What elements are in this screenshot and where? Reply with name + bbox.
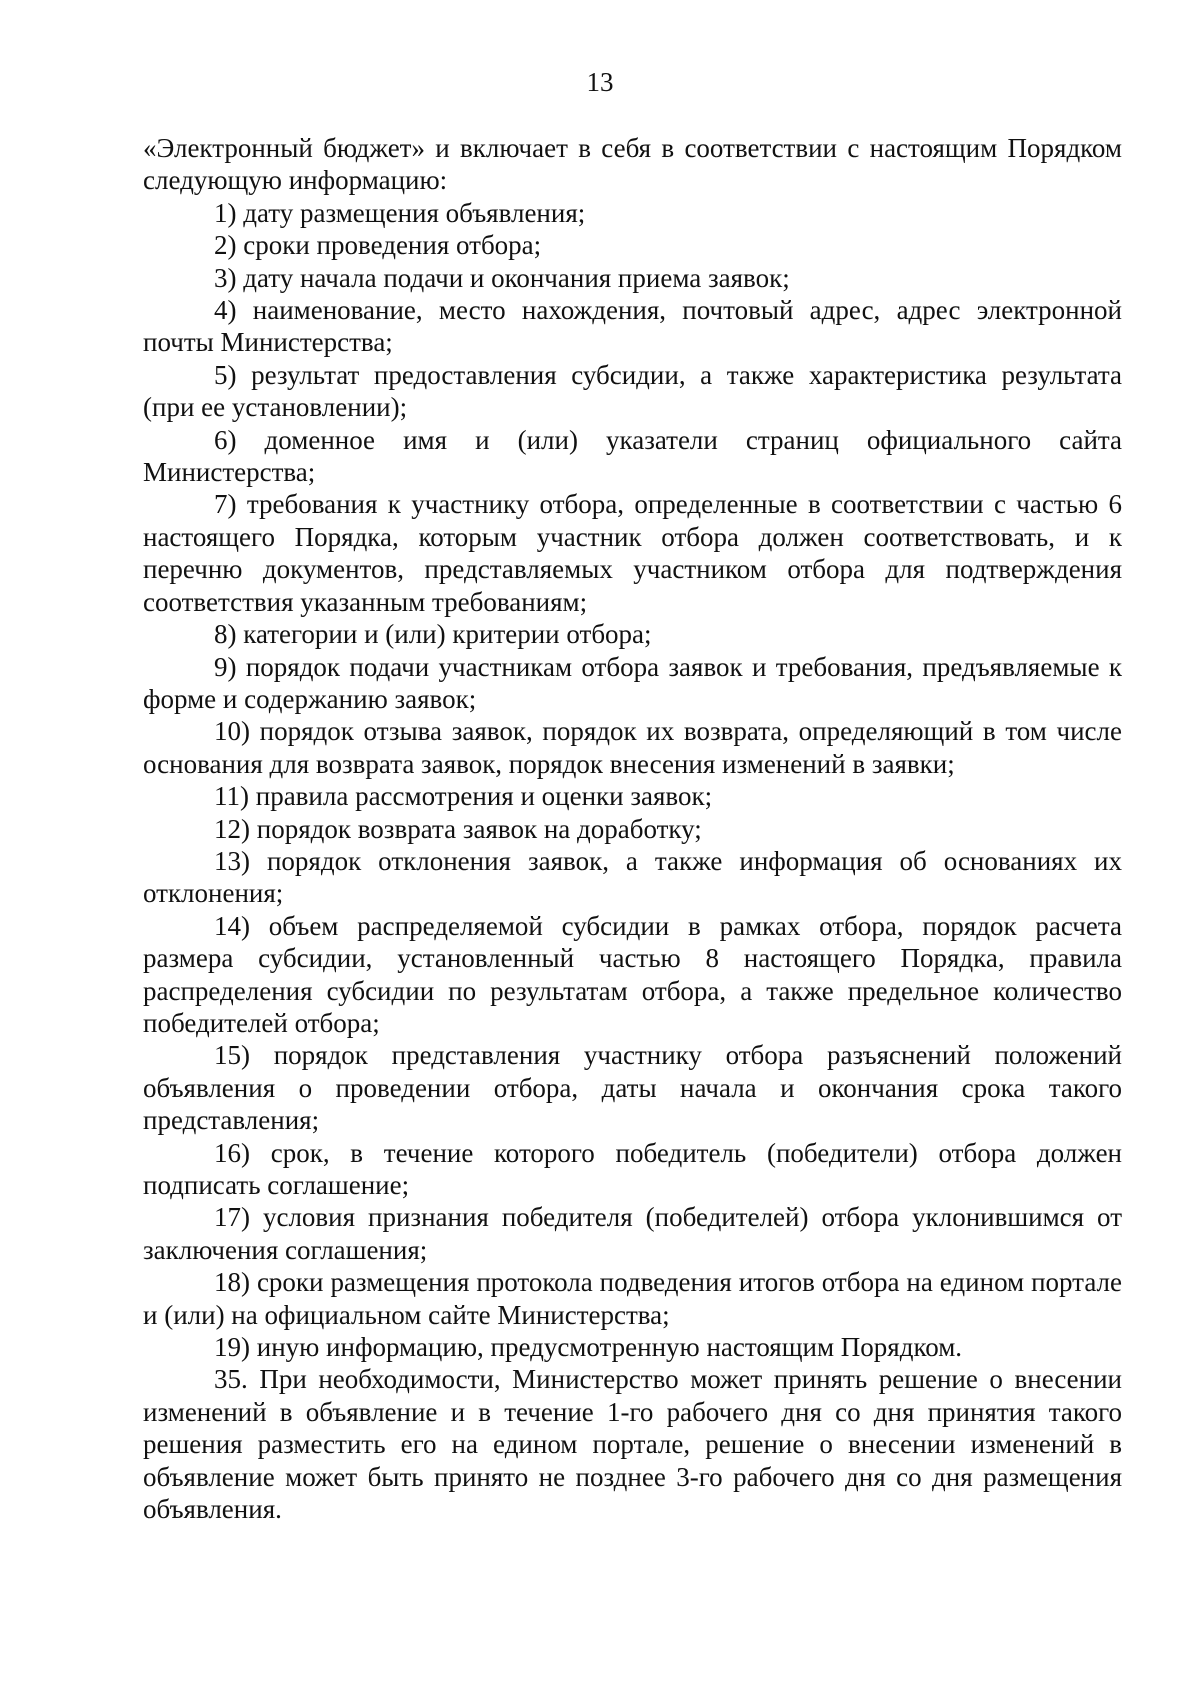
list-item-7: 7) требования к участнику отбора, определенные в соответствии с частью 6 настоящего Порядка, которым участник отбора должен соответствовать, и к перечню документов, представляемых участником отбора для подтверждения соответствия указанным требованиям; (143, 489, 1122, 617)
list-item-3: 3) дату начала подачи и окончания приема заявок; (214, 262, 790, 293)
list-item-17: 17) условия признания победителя (победителей) отбора уклонившимся от заключения соглашения; (143, 1202, 1122, 1265)
list-item-18: 18) сроки размещения протокола подведения итогов отбора на едином портале и (или) на официальном сайте Министерства; (143, 1267, 1122, 1330)
list-item-16: 16) срок, в течение которого победитель (победители) отбора должен подписать соглашение; (143, 1137, 1122, 1200)
paragraph-intro: «Электронный бюджет» и включает в себя в соответствии с настоящим Порядком следующую информацию: (143, 133, 1122, 196)
list-item-1: 1) дату размещения объявления; (214, 197, 586, 228)
list-item-4: 4) наименование, место нахождения, почтовый адрес, адрес электронной почты Министерства; (143, 295, 1122, 358)
list-item-12: 12) порядок возврата заявок на доработку; (214, 813, 702, 844)
page-number: 13 (586, 67, 614, 97)
list-item-13: 13) порядок отклонения заявок, а также информация об основаниях их отклонения; (143, 845, 1122, 909)
list-item-15: 15) порядок представления участнику отбора разъяснений положений объявления о проведении отбора, даты начала и окончания срока такого представления; (143, 1040, 1122, 1136)
list-item-8: 8) категории и (или) критерии отбора; (214, 619, 652, 650)
paragraph-35: 35. При необходимости, Министерство может принять решение о внесении изменений в объявление и в течение 1-го рабочего дня со дня принятия такого решения разместить его на едином портале, решение о внесении изменений в объявление может быть принято не позднее 3-го рабочего дня со дня размещения объявления. (143, 1364, 1122, 1525)
list-item-19: 19) иную информацию, предусмотренную настоящим Порядком. (214, 1332, 963, 1363)
list-item-14: 14) объем распределяемой субсидии в рамках отбора, порядок расчета размера субсидии, установленный частью 8 настоящего Порядка, правила распределения субсидии по результатам отбора, а также предельное количество победителей отбора; (143, 910, 1122, 1038)
list-item-9: 9) порядок подачи участникам отбора заявок и требования, предъявляемые к форме и содержанию заявок; (143, 651, 1122, 714)
list-item-11: 11) правила рассмотрения и оценки заявок; (214, 781, 713, 812)
list-item-2: 2) сроки проведения отбора; (214, 230, 542, 261)
list-item-6: 6) доменное имя и (или) указатели страниц официального сайта Министерства; (143, 424, 1122, 488)
document-body (143, 132, 1122, 1525)
list-item-5: 5) результат предоставления субсидии, а также характеристика результата (при ее установлении); (143, 359, 1122, 423)
list-item-10: 10) порядок отзыва заявок, порядок их возврата, определяющий в том числе основания для возврата заявок, порядок внесения изменений в заявки; (143, 716, 1122, 779)
